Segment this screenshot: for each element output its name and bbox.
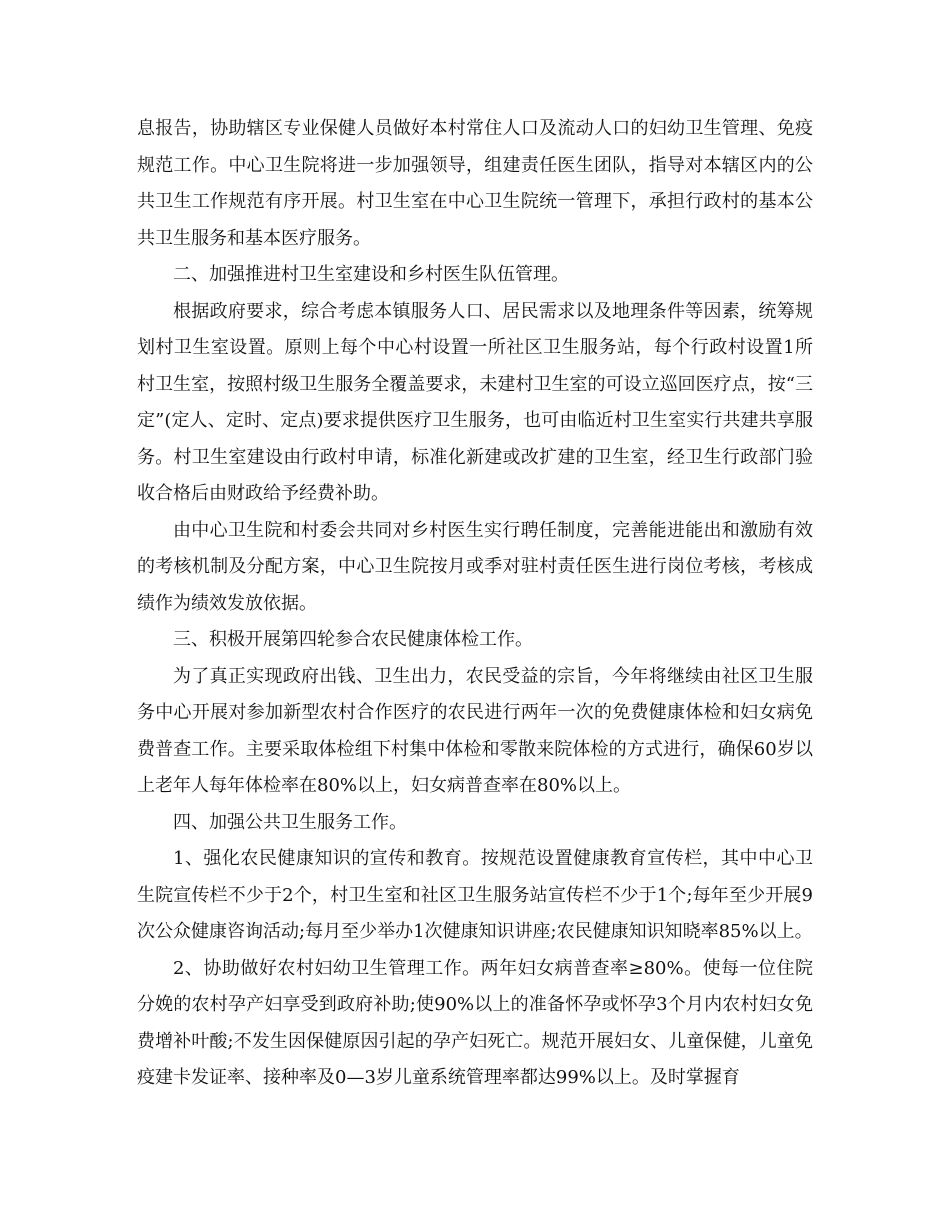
- paragraph-continuation: 息报告，协助辖区专业保健人员做好本村常住人口及流动人口的妇幼卫生管理、免疫规范工作。中心卫生院将进一步加强领导，组建责任医生团队，指导对本辖区内的公共卫生工作规范有序开展。村卫生室在中心卫生院统一管理下，承担行政村的基本公共卫生服务和基本医疗服务。: [137, 118, 813, 249]
- paragraph-clinic-planning: 根据政府要求，综合考虑本镇服务人口、居民需求以及地理条件等因素，统筹规划村卫生室设置。原则上每个中心村设置一所社区卫生服务站，每个行政村设置1所村卫生室，按照村级卫生服务全覆盖要求，未建村卫生室的可设立巡回医疗点，按“三定”(定人、定时、定点)要求提供医疗卫生服务，也可由临近村卫生室实行共建共享服务。村卫生室建设由行政村申请，标准化新建或改扩建的卫生室，经卫生行政部门验收合格后由财政给予经费补助。: [137, 300, 813, 504]
- paragraph-health-education: 1、强化农民健康知识的宣传和教育。按规范设置健康教育宣传栏，其中中心卫生院宣传栏不少于2个，村卫生室和社区卫生服务站宣传栏不少于1个;每年至少开展9次公众健康咨询活动;每月至少举办1次健康知识讲座;农民健康知识知晓率85%以上。: [137, 848, 813, 942]
- paragraph-maternal-child-health: 2、协助做好农村妇幼卫生管理工作。两年妇女病普查率≥80%。使每一位住院分娩的农村孕产妇享受到政府补助;使90%以上的准备怀孕或怀孕3个月内农村妇女免费增补叶酸;不发生因保健原因引起的孕产妇死亡。规范开展妇女、儿童保健，儿童免疫建卡发证率、接种率及0—3岁儿童系统管理率都达99%以上。及时掌握育: [137, 957, 813, 1088]
- paragraph-doctor-appointment: 由中心卫生院和村委会共同对乡村医生实行聘任制度，完善能进能出和激励有效的考核机制及分配方案，中心卫生院按月或季对驻村责任医生进行岗位考核，考核成绩作为绩效发放依据。: [137, 519, 813, 614]
- paragraph-health-checkup: 为了真正实现政府出钱、卫生出力，农民受益的宗旨，今年将继续由社区卫生服务中心开展对参加新型农村合作医疗的农民进行两年一次的免费健康体检和妇女病免费普查工作。主要采取体检组下村集中体检和零散来院体检的方式进行，确保60岁以上老年人每年体检率在80%以上，妇女病普查率在80%以上。: [137, 665, 813, 796]
- section-heading-4: 四、加强公共卫生服务工作。: [173, 811, 407, 833]
- document-page: [137, 111, 813, 1097]
- section-heading-3: 三、积极开展第四轮参合农民健康体检工作。: [173, 629, 533, 650]
- section-heading-2: 二、加强推进村卫生室建设和乡村医生队伍管理。: [173, 264, 569, 285]
